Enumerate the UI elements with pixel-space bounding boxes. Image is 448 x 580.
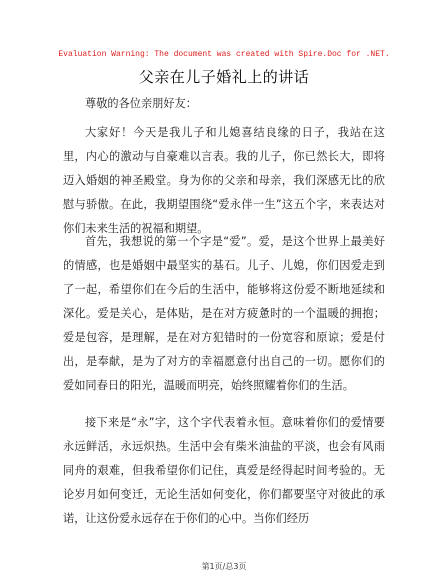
- document-title: 父亲在儿子婚礼上的讲话: [138, 68, 310, 86]
- paragraph-1: 大家好！今天是我儿子和儿媳喜结良缘的日子，我站在这里，内心的激动与自豪难以言表。我的儿子，你已然长大，即将迈入婚姻的神圣殿堂。身为你的父亲和母亲，我们深感无比的欣慰与骄傲。在此，我期望围绕“爱永伴一生”这五个字，来表达对你们未来生活的祝福和期望。: [63, 126, 385, 235]
- paragraph-2: 首先，我想说的第一个字是“爱”。爱，是这个世界上最美好的情感，也是婚姻中最坚实的基石。儿子、儿媳，你们因爱走到了一起，希望你们在今后的生活中，能够将这份爱不断地延续和深化。爱是关心，是体贴，是在对方疲惫时的一个温暖的拥抱；爱是包容，是理解，是在对方犯错时的一份宽容和原谅；爱是付出，是奉献，是为了对方的幸福愿意付出自己的一切。愿你们的爱如同春日的阳光，温暖而明亮，始终照耀着你们的生活。: [63, 235, 385, 392]
- greeting: 尊敬的各位亲朋好友：: [85, 97, 197, 110]
- evaluation-warning: Evaluation Warning: The document was created with Spire.Doc for .NET.: [58, 50, 390, 59]
- paragraph-3: 接下来是“永”字，这个字代表着永恒。意味着你们的爱情要永远鲜活，永远炽热。生活中会有柴米油盐的平淡，也会有风雨同舟的艰难，但我希望你们记住，真爱是经得起时间考验的。无论岁月如何变迁，无论生活如何变化，你们都要坚守对彼此的承诺，让这份爱永远存在于你们的心中。当你们经历: [63, 416, 385, 525]
- page-footer: 第1页/总3页: [201, 562, 247, 571]
